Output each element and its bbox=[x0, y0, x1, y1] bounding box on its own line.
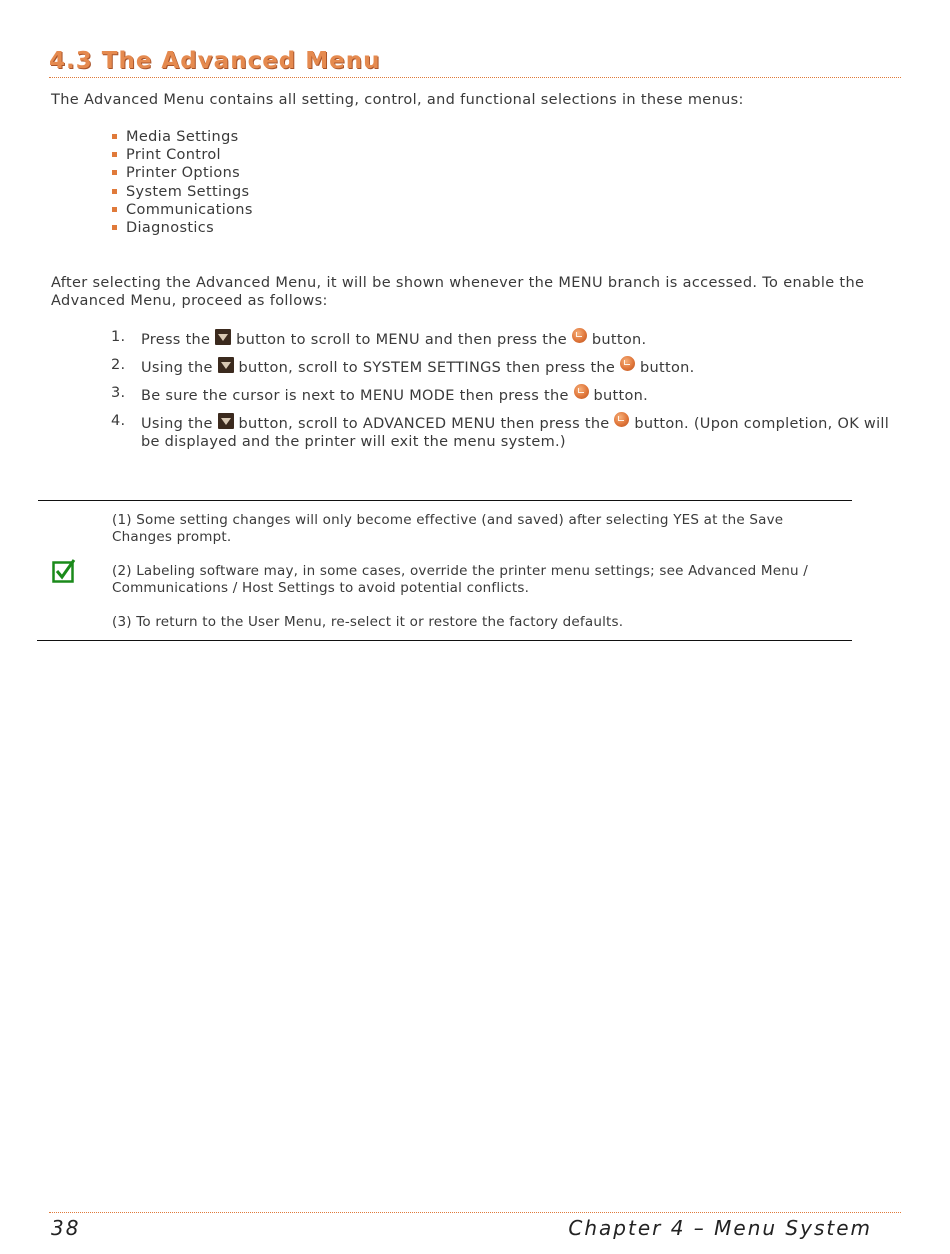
list-item: Media Settings bbox=[112, 128, 253, 146]
note-item: (1) Some setting changes will only become effective (and saved) after selecting YES at the Save Changes prompt. bbox=[112, 512, 784, 545]
page-number: 38 bbox=[51, 1216, 81, 1240]
bullet-icon bbox=[112, 152, 117, 157]
bullet-icon bbox=[112, 189, 117, 194]
note-item: (2) Labeling software may, in some cases, override the printer menu settings; see Advanced Menu / Communications / Host Settings to avoid potential conflicts. bbox=[112, 563, 808, 596]
bullet-icon bbox=[112, 225, 117, 230]
note-item: (3) To return to the User Menu, re-select it or restore the factory defaults. bbox=[112, 614, 624, 630]
checkbox-check-icon bbox=[52, 559, 76, 583]
list-item: Printer Options bbox=[112, 164, 253, 182]
list-item: Print Control bbox=[112, 146, 253, 164]
steps-list bbox=[111, 328, 891, 451]
enter-button-icon bbox=[614, 412, 629, 427]
down-arrow-button-icon bbox=[218, 357, 234, 373]
footer-divider bbox=[49, 1212, 901, 1213]
note-bottom-divider bbox=[37, 640, 852, 641]
procedure-intro: After selecting the Advanced Menu, it will be shown whenever the MENU branch is accessed. To enable the Advanced Menu, proceed as follows: bbox=[51, 275, 865, 309]
list-item: System Settings bbox=[112, 183, 253, 201]
down-arrow-button-icon bbox=[215, 329, 231, 345]
note-top-divider bbox=[38, 500, 852, 501]
enter-button-icon bbox=[620, 356, 635, 371]
menu-list bbox=[112, 128, 253, 237]
section-title: 4.3 The Advanced Menu bbox=[49, 48, 381, 74]
bullet-icon bbox=[112, 134, 117, 139]
down-arrow-button-icon bbox=[218, 413, 234, 429]
step-item: 1. Press the button to scroll to MENU and then press the button. bbox=[111, 329, 647, 348]
step-item: 2. Using the button, scroll to SYSTEM SETTINGS then press the button. bbox=[111, 357, 695, 376]
list-item: Diagnostics bbox=[112, 219, 253, 237]
notes-box bbox=[112, 512, 842, 648]
chapter-title: Chapter 4 – Menu System bbox=[568, 1216, 872, 1240]
bullet-icon bbox=[112, 207, 117, 212]
enter-button-icon bbox=[572, 328, 587, 343]
title-divider bbox=[49, 77, 901, 78]
enter-button-icon bbox=[574, 384, 589, 399]
bullet-icon bbox=[112, 170, 117, 175]
intro-text: The Advanced Menu contains all setting, control, and functional selections in these menus: bbox=[51, 92, 744, 108]
list-item: Communications bbox=[112, 201, 253, 219]
step-item: 3. Be sure the cursor is next to MENU MODE then press the button. bbox=[111, 385, 649, 404]
step-item: 4. Using the button, scroll to ADVANCED MENU then press the button. (Upon completion, OK will be displayed and the printer will exit the menu system.) bbox=[111, 413, 890, 450]
